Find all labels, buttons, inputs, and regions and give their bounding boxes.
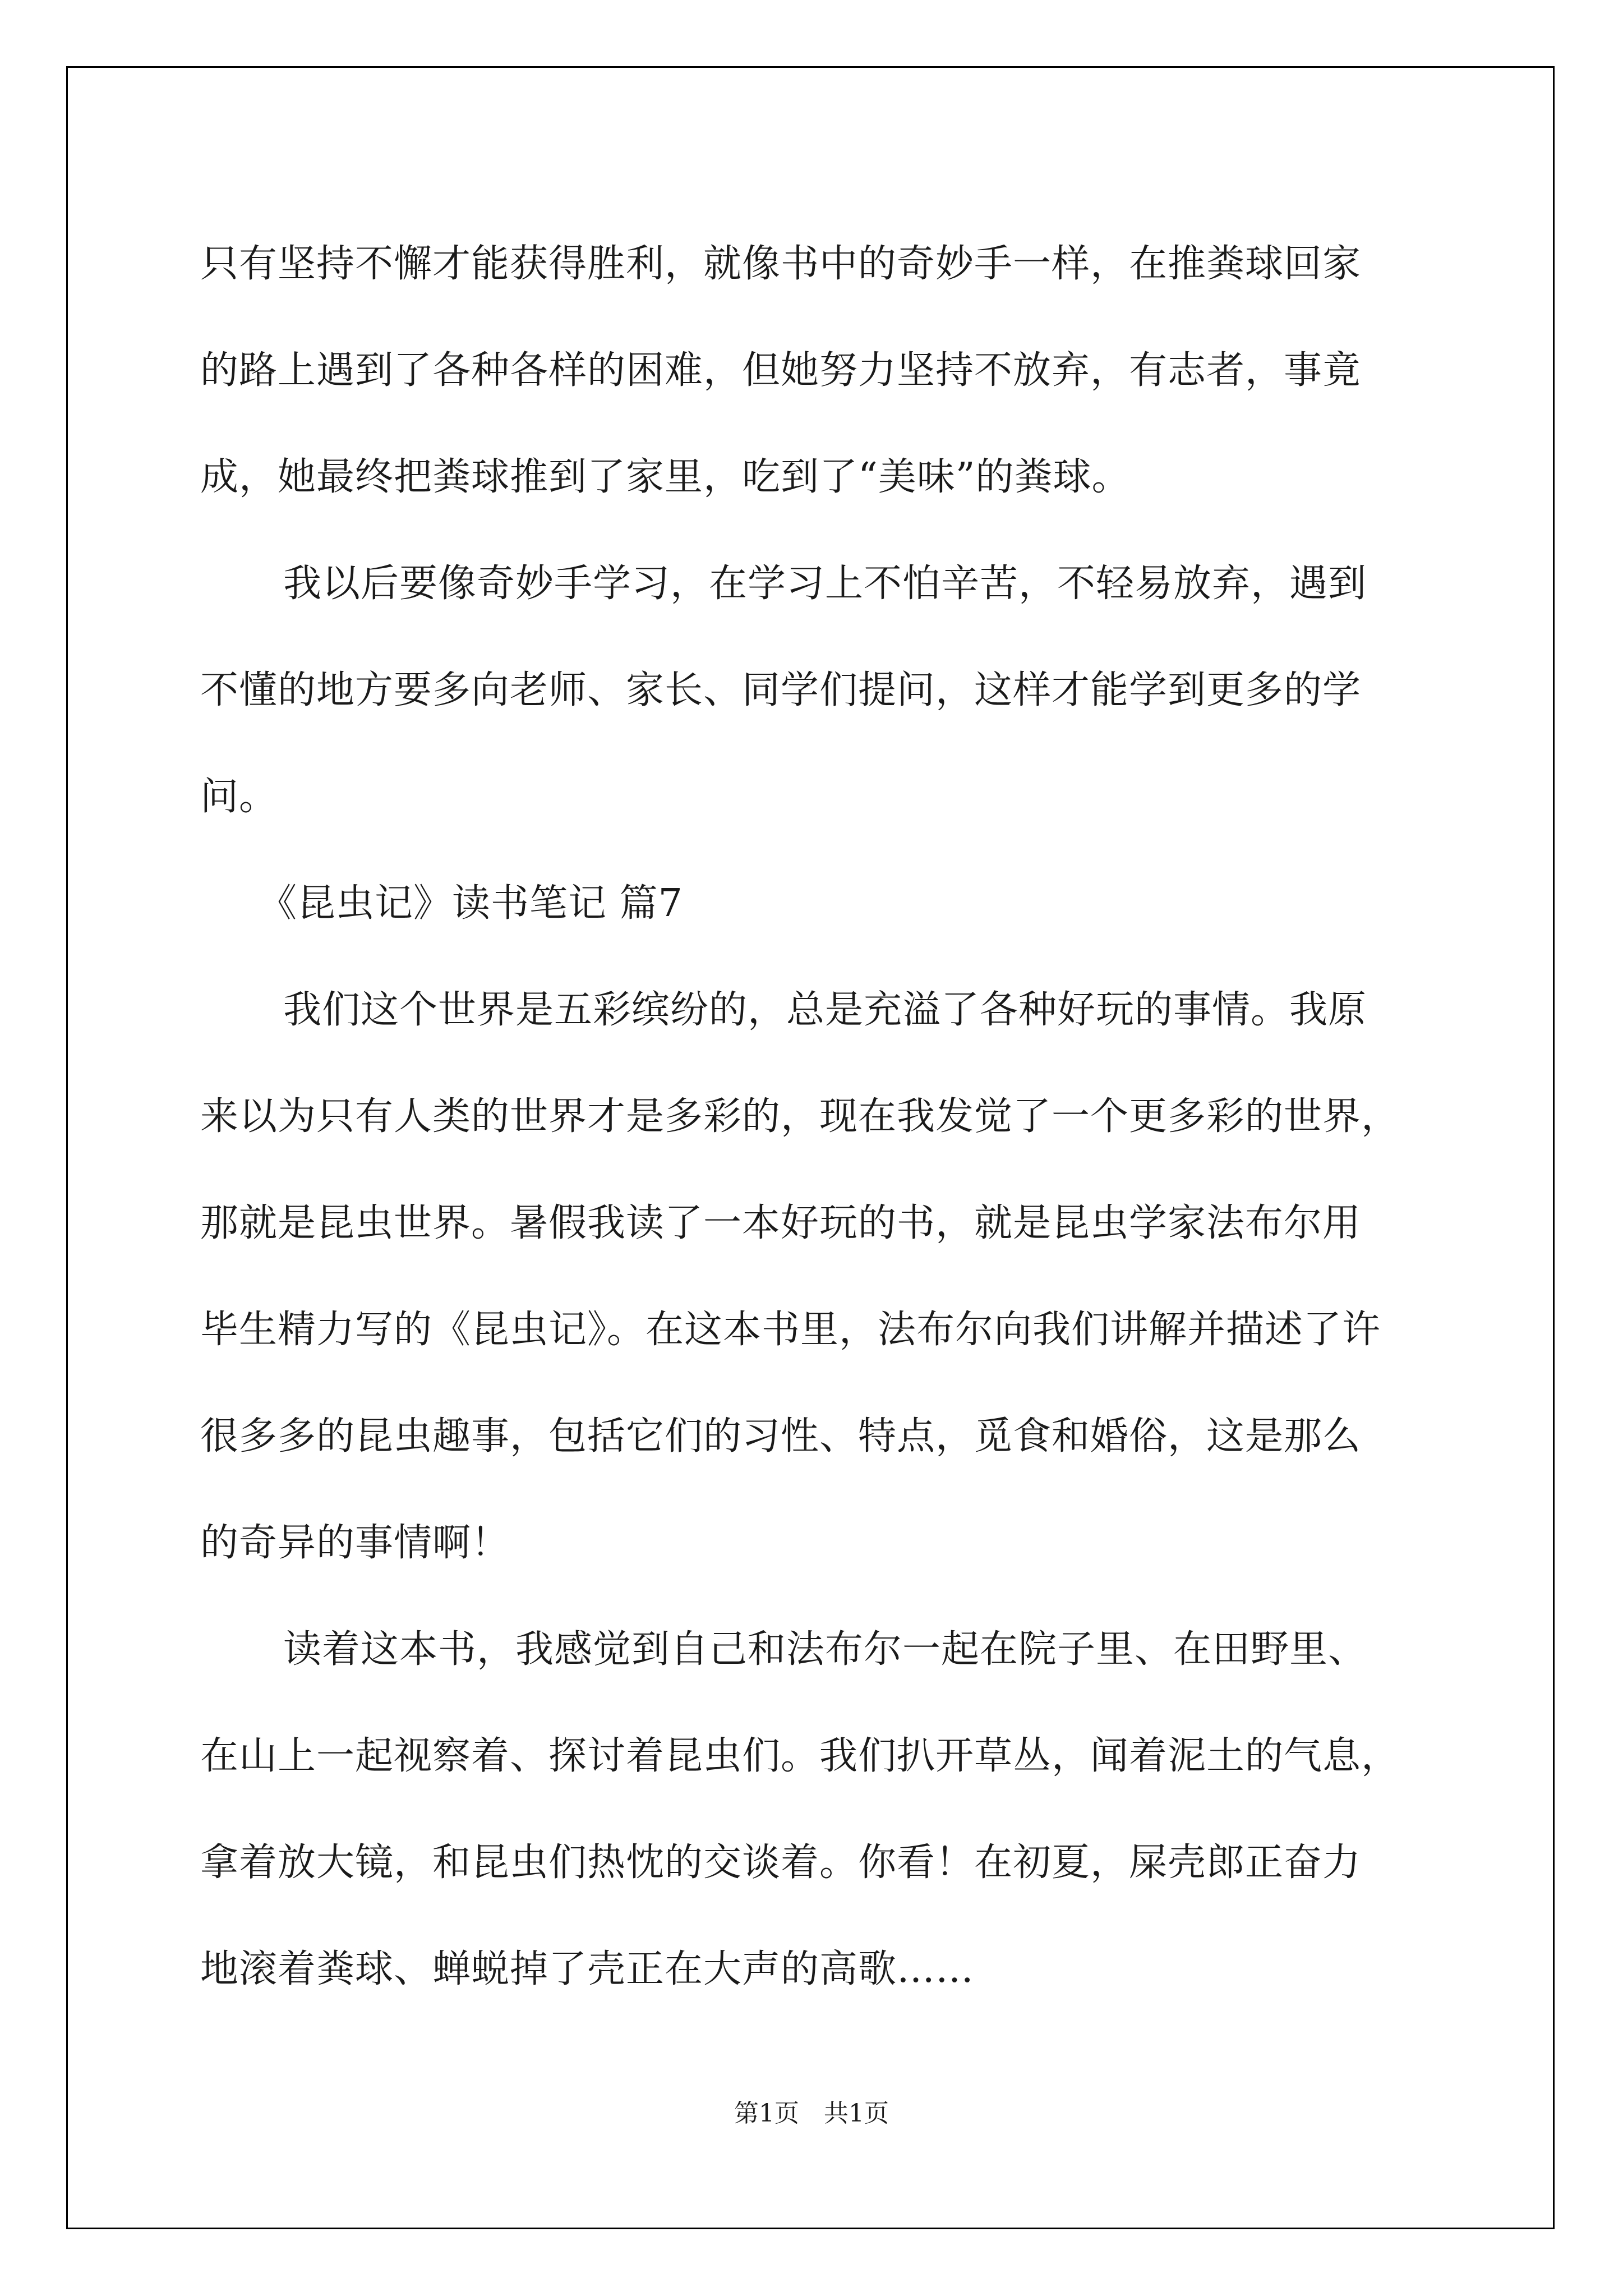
text-line: 不懂的地方要多向老师、家长、同学们提问，这样才能学到更多的学 [200, 668, 1362, 712]
text-line: 在山上一起视察着、探讨着昆虫们。我们扒开草丛，闻着泥土的气息， [200, 1734, 1400, 1778]
paragraph-first-line: 我们这个世界是五彩缤纷的，总是充溢了各种好玩的事情。我原 [283, 988, 1367, 1032]
paragraph-first-line: 我以后要像奇妙手学习，在学习上不怕辛苦，不轻易放弃，遇到 [283, 562, 1367, 606]
section-heading: 《昆虫记》读书笔记 篇7 [259, 881, 683, 926]
document-body [200, 211, 1440, 2023]
page-total: 共1页 [824, 2099, 889, 2128]
text-line: 地滚着粪球、蝉蜕掉了壳正在大声的高歌…… [200, 1947, 975, 1991]
paragraph-first-line: 读着这本书，我感觉到自己和法布尔一起在院子里、在田野里、 [283, 1627, 1367, 1672]
text-line: 拿着放大镜，和昆虫们热忱的交谈着。你看！在初夏，屎壳郎正奋力 [200, 1841, 1362, 1885]
text-line: 来以为只有人类的世界才是多彩的，现在我发觉了一个更多彩的世界， [200, 1094, 1400, 1139]
text-line: 很多多的昆虫趣事，包括它们的习性、特点，觅食和婚俗，这是那么 [200, 1414, 1362, 1458]
text-line: 那就是昆虫世界。暑假我读了一本好玩的书，就是昆虫学家法布尔用 [200, 1201, 1362, 1245]
page-footer [0, 2097, 1623, 2131]
text-line: 毕生精力写的《昆虫记》。在这本书里，法布尔向我们讲解并描述了许 [200, 1308, 1381, 1352]
text-line: 成，她最终把粪球推到了家里，吃到了“美味”的粪球。 [200, 455, 1131, 499]
text-line: 的路上遇到了各种各样的困难，但她努力坚持不放弃，有志者，事竟 [200, 348, 1362, 393]
page-number: 第1页 [734, 2099, 799, 2128]
text-line: 问。 [200, 775, 278, 819]
text-line: 的奇异的事情啊！ [200, 1521, 510, 1565]
text-line: 只有坚持不懈才能获得胜利，就像书中的奇妙手一样，在推粪球回家 [200, 242, 1362, 286]
